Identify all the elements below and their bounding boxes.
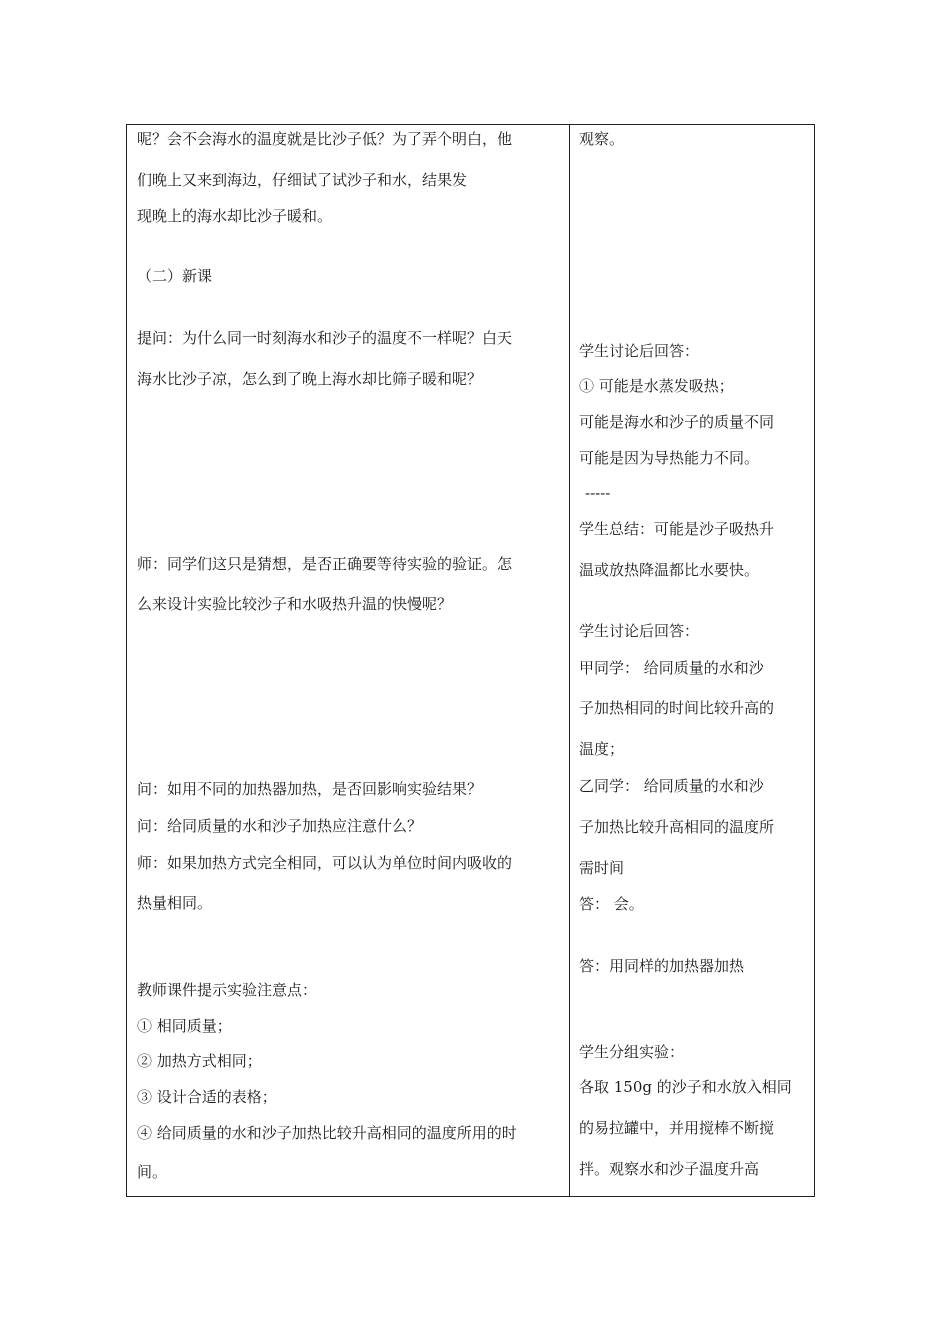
discuss-1-heading: 学生讨论后回答： xyxy=(579,342,700,360)
student-a-line-1: 甲同学： 给同质量的水和沙 xyxy=(579,659,764,677)
intro-line-3: 现晚上的海水却比沙子暖和。 xyxy=(137,207,333,225)
group-exp-line-1: 各取 150g 的沙子和水放入相同 xyxy=(579,1078,792,1096)
column-divider xyxy=(569,125,570,1196)
teacher-2-line-1: 师：如果加热方式完全相同，可以认为单位时间内吸收的 xyxy=(137,854,513,872)
discuss-2-heading: 学生讨论后回答： xyxy=(579,622,700,640)
question-1-line-1: 提问：为什么同一时刻海水和沙子的温度不一样呢？白天 xyxy=(137,329,513,347)
group-exp-heading: 学生分组实验： xyxy=(579,1043,685,1061)
teacher-1-line-2: 么来设计实验比较沙子和水吸热升温的快慢呢？ xyxy=(137,595,453,613)
teacher-1-line-1: 师：同学们这只是猜想，是否正确要等待实验的验证。怎 xyxy=(137,555,513,573)
intro-line-1: 呢？会不会海水的温度就是比沙子低？为了弄个明白，他 xyxy=(137,130,513,148)
question-2: 问：如用不同的加热器加热，是否回影响实验结果？ xyxy=(137,780,483,798)
section-heading: （二）新课 xyxy=(137,267,213,285)
student-b-line-1: 乙同学： 给同质量的水和沙 xyxy=(579,777,764,795)
student-b-line-3: 需时间 xyxy=(579,859,625,877)
note-1: ① 相同质量； xyxy=(137,1017,232,1035)
note-3: ③ 设计合适的表格； xyxy=(137,1088,277,1106)
answer-3: 答：用同样的加热器加热 xyxy=(579,957,745,975)
teacher-2-line-2: 热量相同。 xyxy=(137,894,213,912)
answer-1-dashes: ----- xyxy=(585,484,611,502)
intro-line-2: 们晚上又来到海边，仔细试了试沙子和水，结果发 xyxy=(137,171,468,189)
answer-1-item-3: 可能是因为导热能力不同。 xyxy=(579,449,760,467)
observe-text: 观察。 xyxy=(579,130,625,148)
student-a-line-3: 温度； xyxy=(579,740,625,758)
student-b-line-2: 子加热比较升高相同的温度所 xyxy=(579,818,775,836)
answer-1-item-2: 可能是海水和沙子的质量不同 xyxy=(579,413,775,431)
summary-line-1: 学生总结：可能是沙子吸热升 xyxy=(579,520,775,538)
answer-1-item-1: ① 可能是水蒸发吸热； xyxy=(579,377,734,395)
notes-heading: 教师课件提示实验注意点： xyxy=(137,981,318,999)
note-4-line-1: ④ 给同质量的水和沙子加热比较升高相同的温度所用的时 xyxy=(137,1124,517,1142)
note-4-line-2: 间。 xyxy=(137,1163,168,1181)
question-3: 问：给同质量的水和沙子加热应注意什么？ xyxy=(137,817,423,835)
question-1-line-2: 海水比沙子凉，怎么到了晚上海水却比筛子暖和呢？ xyxy=(137,370,483,388)
answer-2: 答： 会。 xyxy=(579,895,644,913)
note-2: ② 加热方式相同； xyxy=(137,1052,262,1070)
student-a-line-2: 子加热相同的时间比较升高的 xyxy=(579,699,775,717)
lesson-table xyxy=(126,124,815,1197)
group-exp-line-2: 的易拉罐中，并用搅棒不断搅 xyxy=(579,1119,775,1137)
group-exp-line-3: 拌。观察水和沙子温度升高 xyxy=(579,1160,760,1178)
summary-line-2: 温或放热降温都比水要快。 xyxy=(579,561,760,579)
